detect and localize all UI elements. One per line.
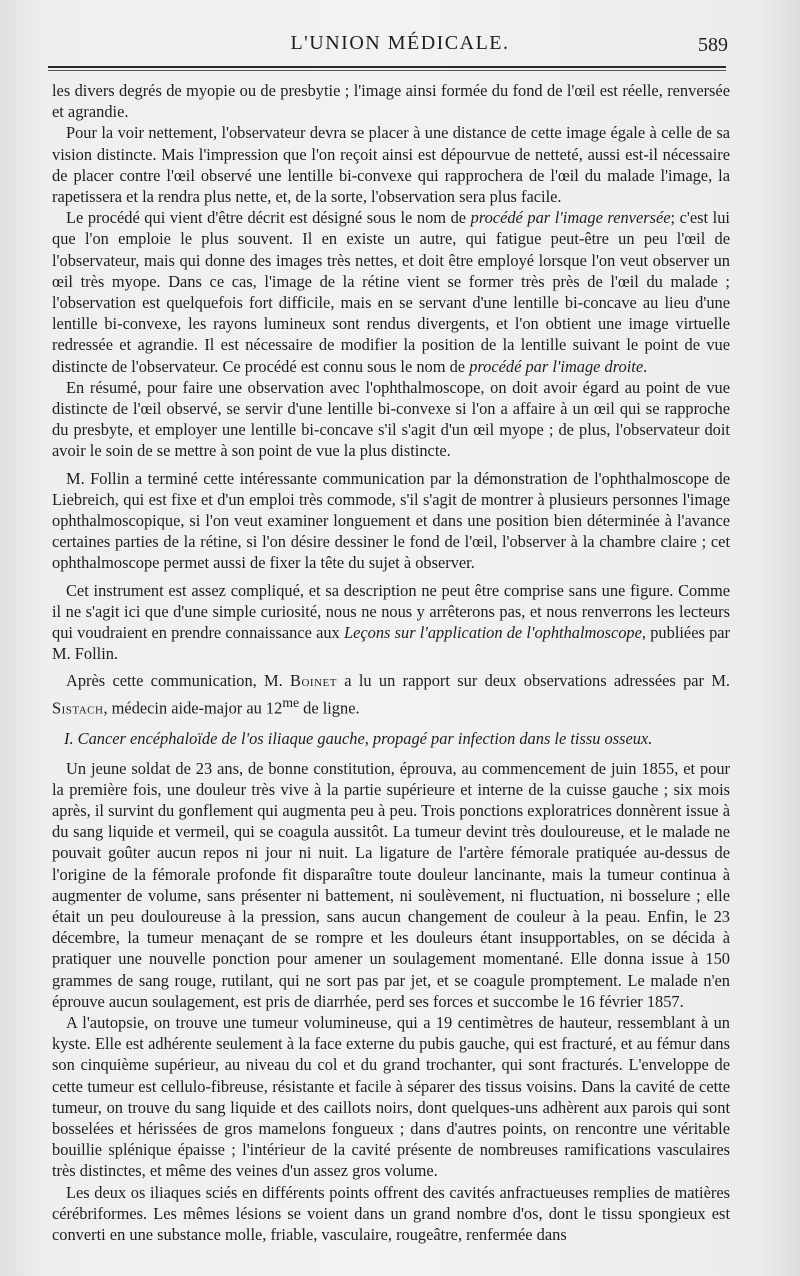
paragraph-4: En résumé, pour faire une observation avec l'ophthalmoscope, on doit avoir égard au point de vue distincte de l'œil observé, se servir d'une lentille bi-convexe si l'on a affaire à un œil qui se rapproche du presbyte, et employer une lentille bi-concave s'il s'agit d'un œil myope ; de plus, l'observateur doit avoir le soin de se mettre à son point de vue la plus distincte. bbox=[52, 377, 730, 461]
page-header bbox=[0, 32, 800, 62]
body-text bbox=[52, 80, 730, 1245]
paragraph-5: M. Follin a terminé cette intéressante communication par la démonstration de l'ophthalmoscope de Liebreich, qui est fixe et d'un emploi très commode, s'il s'agit de montrer à plusieurs personnes l'image ophthalmoscopique, si l'on veut examiner longuement et dans une position bien déterminée à l'avance certaines parties de la rétine, si l'on désire dessiner le fond de l'œil, l'observer à la chambre claire ; cet ophthalmoscope permet aussi de fixer la tête du sujet à observer. bbox=[52, 468, 730, 573]
emphasis-image-renversee: procédé par l'image renversée bbox=[470, 208, 671, 228]
paragraph-3: Le procédé qui vient d'être décrit est désigné sous le nom de procédé par l'image renversée; c'est lui que l'on emploie le plus souvent. Il en existe un autre, qui fatigue peut-être un peu l'œil de l'observateur, mais qui donne des images très nettes, et doit être employé lorsque l'on veut observer un œil très myope. Dans ce cas, l'image de la rétine vient se former très près de l'œil du malade ; l'observation est quelquefois fort difficile, mais en se servant d'une lentille bi-concave au lieu d'une lentille bi-convexe, les rayons lumineux sont rendus divergents, et l'on obtient une image virtuelle redressée et agrandie. Il est nécessaire de modifier la position de la lentille suivant le point de vue distincte de l'observateur. Ce procédé est connu sous le nom de procédé par l'image droite. bbox=[52, 208, 730, 376]
paragraph-10: Les deux os iliaques sciés en différents points offrent des cavités anfractueuses remplies de matières cérébriformes. Les mêmes lésions se voient dans un grand nombre d'os, dont le tissu spongieux est converti en une substance molle, friable, vasculaire, rougeâtre, renfermée dans bbox=[52, 1182, 730, 1245]
section-title: I. Cancer encéphaloïde de l'os iliaque gauche, propagé par infection dans le tissu osseux. bbox=[64, 729, 653, 749]
page-number: 589 bbox=[698, 34, 728, 56]
paragraph-2: Pour la voir nettement, l'observateur devra se placer à une distance de cette image égale à celle de sa vision distincte. Mais l'impression que l'on reçoit ainsi est dépourvue de netteté, aussi est-il nécessaire de placer contre l'œil observé une lentille bi-convexe qui rapprochera de l'œil du malade l'image, la rapetissera et la rendra plus nette, et, de la sorte, l'observation sera plus facile. bbox=[52, 123, 730, 207]
name-boinet: Boinet bbox=[290, 671, 337, 691]
name-sistach: Sistach bbox=[52, 698, 104, 718]
paragraph-1: les divers degrés de myopie ou de presbytie ; l'image ainsi formée du fond de l'œil est réelle, renversée et agrandie. bbox=[52, 81, 730, 122]
paragraph-7: Après cette communication, M. Boinet a lu un rapport sur deux observations adressées par M. Sistach, médecin aide-major au $12^{me}$ de ligne. bbox=[52, 671, 730, 718]
running-title: L'UNION MÉDICALE. bbox=[290, 32, 510, 54]
paragraph-9: A l'autopsie, on trouve une tumeur volumineuse, qui a 19 centimètres de hauteur, ressemblant à un kyste. Elle est adhérente seulement à la face externe du pubis gauche, qui est fracturé, et au fémur dans son cinquième supérieur, au niveau du col et du grand trochanter, qui sont fracturés. L'enveloppe de cette tumeur est cellulo-fibreuse, résistante et facile à séparer des tissus voisins. Dans la cavité de cette tumeur, on trouve du sang liquide et des caillots noirs, dont quelques-uns adhèrent aux parois qui sont bosselées et hérissées de gros mamelons fongueux ; dans d'autres points, on rencontre une véritable bouillie splénique épaisse ; l'intérieur de la cavité présente de nombreuses ramifications vasculaires très distinctes, et même des veines d'un assez gros volume. bbox=[52, 1013, 730, 1181]
header-rule bbox=[48, 66, 726, 68]
emphasis-lecons: Leçons sur l'application de l'ophthalmoscope, bbox=[343, 623, 647, 643]
emphasis-image-droite: procédé par l'image droite bbox=[469, 356, 644, 376]
header-rule-thin bbox=[48, 70, 726, 71]
paragraph-8: Un jeune soldat de 23 ans, de bonne constitution, éprouva, au commencement de juin 1855, et pour la première fois, une douleur très vive à la partie supérieure et interne de la cuisse gauche ; six mois après, il survint du gonflement qui augmenta peu à peu. Trois ponctions exploratrices donnèrent issue à du sang liquide et vermeil, qui se coagula aussitôt. La tumeur devint très douloureuse, et le malade ne pouvait goûter aucun repos ni jour ni nuit. La ligature de l'artère fémorale pratiquée au-dessus de l'origine de la fémorale profonde fit disparaître toute douleur lancinante, mais la tumeur continua à augmenter de volume, sans présenter ni battement, ni soulèvement, ni fluctuation, ni bosselure ; elle était un peu douloureuse à la pression, sans aucun changement de couleur à la peau. Enfin, le 23 décembre, la tumeur menaçant de se rompre et les douleurs étant insupportables, on se décida à pratiquer une nouvelle ponction pour amener un soulagement momentané. Elle donna issue à 150 grammes de sang rouge, rutilant, qui ne sort pas par jet, et se coagule promptement. Le malade n'en éprouve aucun soulagement, est pris de diarrhée, perd ses forces et succombe le 16 février 1857. bbox=[52, 758, 730, 1011]
paragraph-6: Cet instrument est assez compliqué, et sa description ne peut être comprise sans une figure. Comme il ne s'agit ici que d'une simple curiosité, nous ne nous y arrêterons pas, et nous renverrons les lecteurs qui voudraient en prendre connaissance aux Leçons sur l'application de l'ophthalmoscope, publiées par M. Follin. bbox=[52, 580, 730, 664]
